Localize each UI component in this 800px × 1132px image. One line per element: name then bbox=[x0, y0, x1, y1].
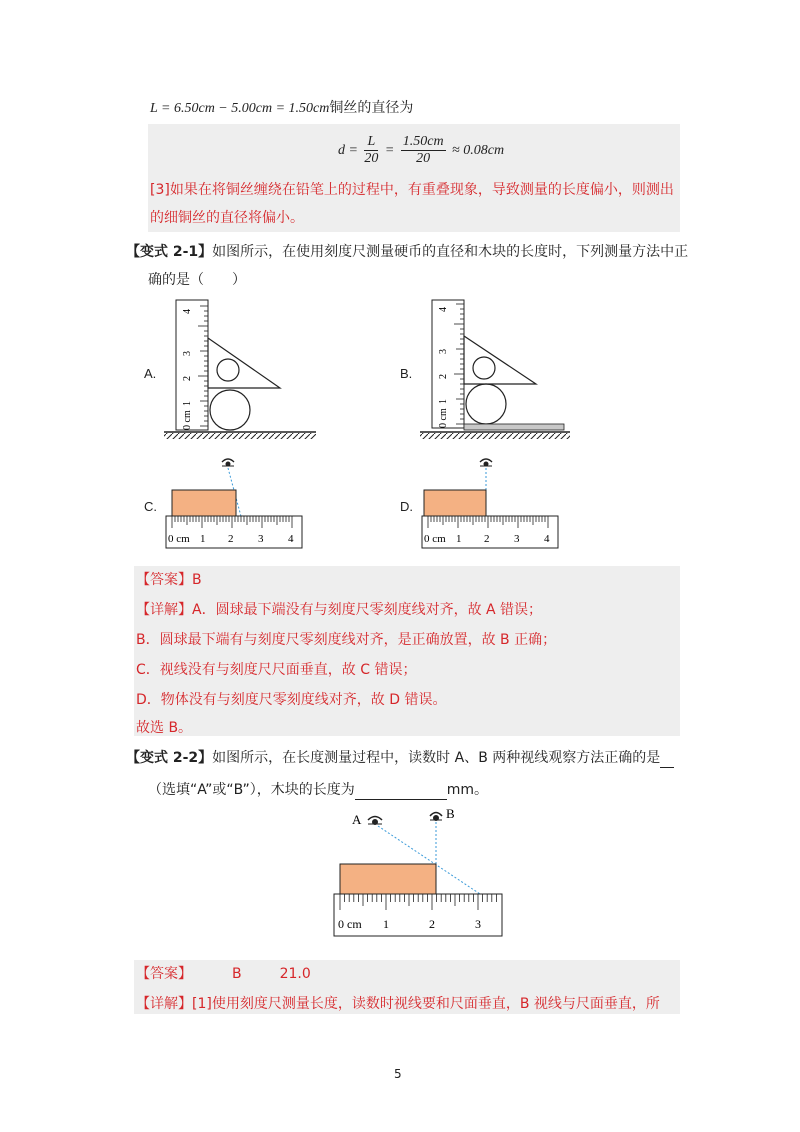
figure-2-2 bbox=[330, 802, 510, 942]
question-2-2-line-1: 【变式 2-2】如图所示，在长度测量过程中，读数时 A、B 两种视线观察方法正确的是 bbox=[126, 748, 674, 768]
question-2-2-line-2: （选填“A”或“B”），木块的长度为 mm。 bbox=[148, 782, 488, 798]
eye-a-label: A bbox=[352, 812, 362, 827]
figure-option-c bbox=[160, 452, 310, 552]
option-b-label: B. bbox=[400, 366, 413, 381]
length-formula: L = 6.50cm − 5.00cm = 1.50cm bbox=[150, 101, 330, 116]
svg-text:3: 3 bbox=[182, 351, 193, 356]
explain-2-1-b: B．圆球最下端有与刻度尺零刻度线对齐，是正确放置，故 B 正确； bbox=[136, 632, 557, 648]
svg-text:3: 3 bbox=[475, 917, 481, 931]
explain-2-1-d: D．物体没有与刻度尺零刻度线对齐，故 D 错误。 bbox=[136, 692, 447, 708]
svg-text:2: 2 bbox=[429, 917, 435, 931]
svg-text:1: 1 bbox=[456, 533, 462, 545]
answer-shade-2-1 bbox=[134, 566, 680, 736]
svg-text:0 cm: 0 cm bbox=[338, 917, 362, 931]
option-c-label: C. bbox=[144, 499, 157, 514]
ruler-unit-label: 0 cm bbox=[182, 410, 193, 430]
svg-text:4: 4 bbox=[288, 533, 294, 545]
page-number: 5 bbox=[394, 1067, 402, 1081]
answer-blank-2[interactable] bbox=[355, 783, 447, 800]
explain-2-1-conclusion: 故选 B。 bbox=[136, 720, 193, 736]
explain-2-1-c: C．视线没有与刻度尺尺面垂直，故 C 错误； bbox=[136, 662, 417, 678]
svg-text:4: 4 bbox=[182, 309, 193, 314]
svg-text:4: 4 bbox=[544, 533, 550, 545]
svg-text:1: 1 bbox=[383, 917, 389, 931]
fraction-L-over-20: $\frac{L}{20}$ bbox=[364, 133, 379, 166]
question-2-1-line-1: 【变式 2-1】如图所示，在使用刻度尺测量硬币的直径和木块的长度时，下列测量方法中正 bbox=[126, 244, 689, 260]
answer-2-2: 【答案】 B 21.0 bbox=[136, 966, 311, 982]
svg-text:1: 1 bbox=[200, 533, 206, 545]
figure-option-b bbox=[416, 296, 576, 441]
option-d-label: D. bbox=[400, 499, 413, 514]
svg-text:1: 1 bbox=[438, 399, 449, 404]
svg-text:2: 2 bbox=[182, 376, 193, 381]
answer-2-1: 【答案】B bbox=[136, 572, 202, 588]
svg-text:2: 2 bbox=[438, 374, 449, 379]
svg-text:4: 4 bbox=[438, 307, 449, 312]
eye-b-label: B bbox=[446, 806, 455, 821]
diameter-result: ≈ 0.08cm bbox=[452, 143, 505, 158]
svg-text:1: 1 bbox=[182, 401, 193, 406]
eye-icon bbox=[222, 459, 234, 467]
explain-2-1-a: 【详解】A．圆球最下端没有与刻度尺零刻度线对齐，故 A 错误； bbox=[136, 602, 543, 618]
eye-a-icon bbox=[368, 817, 382, 826]
diameter-lhs: d = bbox=[338, 143, 358, 158]
note-line-2: 的细铜丝的直径将偏小。 bbox=[150, 210, 304, 226]
fraction-value: $\frac{1.50cm}{20}$ bbox=[402, 133, 444, 166]
question-2-2-tag: 【变式 2-2】 bbox=[126, 750, 213, 766]
svg-text:3: 3 bbox=[438, 349, 449, 354]
svg-text:2: 2 bbox=[484, 533, 490, 545]
svg-text:0 cm: 0 cm bbox=[438, 408, 449, 428]
option-a-label: A. bbox=[144, 366, 157, 381]
answer-blank-1[interactable] bbox=[660, 751, 674, 768]
question-2-1-tag: 【变式 2-1】 bbox=[126, 244, 213, 260]
svg-text:0 cm: 0 cm bbox=[168, 533, 190, 545]
note-line-1: [3]如果在将铜丝缠绕在铅笔上的过程中，有重叠现象，导致测量的长度偏小，则测出 bbox=[150, 182, 674, 198]
figure-option-d bbox=[416, 452, 566, 552]
svg-text:2: 2 bbox=[228, 533, 234, 545]
eye-b-icon bbox=[430, 813, 442, 822]
figure-option-a bbox=[160, 296, 320, 441]
svg-text:3: 3 bbox=[514, 533, 520, 545]
length-suffix: 铜丝的直径为 bbox=[329, 100, 414, 116]
explain-2-2: 【详解】[1]使用刻度尺测量长度，读数时视线要和尺面垂直，B 视线与尺面垂直，所 bbox=[136, 996, 660, 1012]
eye-icon bbox=[480, 459, 492, 467]
question-2-1-line-2: 确的是（ ） bbox=[148, 272, 246, 288]
svg-text:0 cm: 0 cm bbox=[424, 533, 446, 545]
length-equation bbox=[150, 98, 413, 119]
diameter-equation: d = $\frac{L}{20}$ = $\frac{1.50cm}{20}$ ≈ 0.08cm bbox=[338, 133, 505, 166]
svg-text:3: 3 bbox=[258, 533, 264, 545]
